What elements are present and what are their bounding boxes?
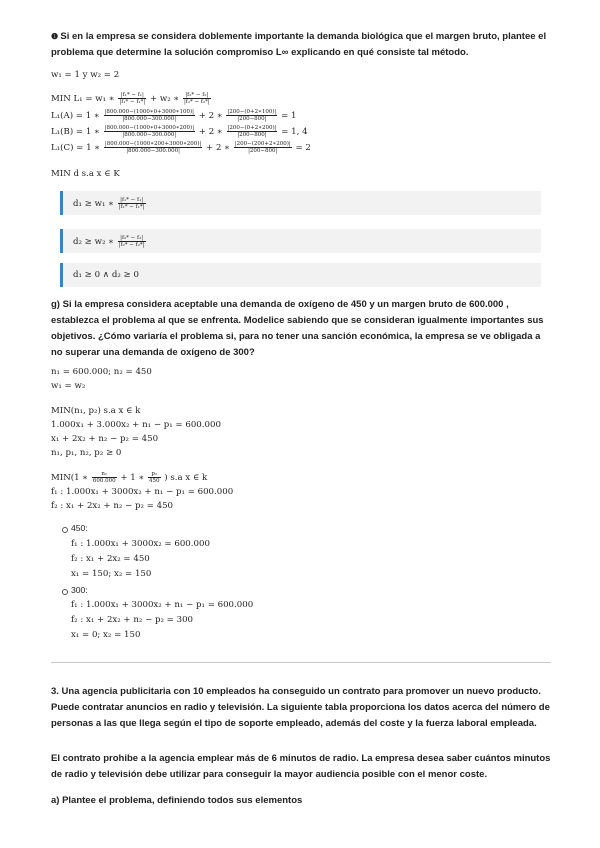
g-line-2: w₁ = w₂ [51, 381, 86, 391]
bullet-icon [62, 589, 68, 595]
l1-c-line: L₁(C) = 1 ∗ $\frac{|800.000-(1000∗200+3000∗200)|}{|800.000-300.000|}$ + 2 ∗ $\frac{|200-(200+2∗200)|}{|200-800|}$ = 2 [51, 141, 311, 154]
constraint-note-3 [60, 263, 541, 287]
l1-b-line: L₁(B) = 1 ∗ $\frac{|800.000-(1000∗0+3000∗200)|}{|800.000-300.000|}$ + 2 ∗ $\frac{|200-(0+2∗200)|}{|200-800|}$ = 1, 4 [51, 125, 308, 138]
g-line-6: n₁, p₁, n₂, p₂ ≥ 0 [51, 448, 122, 458]
min-l1-objective: MIN L₁ = w₁ ∗ $\frac{\text{|f₁* − f₁|}}{\text{|f₁* − f₁*|}}$ + w₂ ∗ $\frac{\text{|f₂* − f₂|}}{\text{|f₂* − f₂*|}}$ [51, 92, 210, 105]
g-line-4: 1.000x₁ + 3.000x₂ + n₁ − p₁ = 600.000 [51, 420, 221, 430]
constraint-2: d₂ ≥ w₂ ∗ $\frac{\text{|f₂* − f₂|}}{\text{|f₂* − f₂*|}}$ [73, 235, 145, 248]
constraint-note-1 [60, 191, 541, 215]
case-300-line-3: x₁ = 0; x₂ = 150 [71, 630, 141, 640]
g-line-9: f₂ : x₁ + 2x₂ + n₂ − p₂ = 450 [51, 501, 174, 511]
section-g-paragraph: g) Si la empresa considera aceptable una demanda de oxígeno de 450 y un margen bruto de 600.000 , establezca el problema al que se enfrenta. Modelice sabiendo que se consideran igualmente importantes sus objetivos. ¿Cómo variaría el problema si, para no tener una sanción económica, la empresa se ve obligada a no superar una demanda de oxígeno de 300? [51, 299, 544, 358]
g-line-1: n₁ = 600.000; n₂ = 450 [51, 367, 152, 377]
section-divider [51, 662, 551, 663]
weights-line: w₁ = 1 y w₂ = 2 [51, 70, 120, 80]
case-450-line-1: f₁ : 1.000x₁ + 3000x₂ = 600.000 [71, 539, 210, 549]
case-300-line-1: f₁ : 1.000x₁ + 3000x₂ + n₁ − p₁ = 600.000 [71, 600, 254, 610]
g-line-8: f₁ : 1.000x₁ + 3000x₂ + n₁ − p₁ = 600.000 [51, 487, 234, 497]
g-line-5: x₁ + 2x₂ + n₂ − p₂ = 450 [51, 434, 159, 444]
problem-3-part-a: a) Plantee el problema, definiendo todos sus elementos [51, 795, 303, 806]
g-line-7: MIN(1 ∗ $\frac{\text{n₁}}{600.000}$ + 1 ∗ $\frac{\text{p₂}}{450}$ ) s.a x ∈ k [51, 471, 208, 484]
constraint-1: d₁ ≥ w₁ ∗ $\frac{\text{|f₁* − f₁|}}{\text{|f₁* − f₁*|}}$ [73, 197, 145, 210]
case-450-line-2: f₂ : x₁ + 2x₂ = 450 [71, 554, 150, 564]
case-300-label: 300: [71, 585, 88, 595]
section-f-paragraph: ❶ Si en la empresa se considera doblemente importante la demanda biológica que el margen bruto, plantee el problema que determine la solución compromiso L∞ explicando en qué consiste tal método. [51, 31, 547, 58]
case-450-line-3: x₁ = 150; x₂ = 150 [71, 569, 152, 579]
case-450-label: 450: [71, 523, 88, 533]
l1-a-line: L₁(A) = 1 ∗ $\frac{|800.000-(1000∗0+3000∗100)|}{|800.000-300.000|}$ + 2 ∗ $\frac{|200-(0+2∗100)|}{|200-800|}$ = 1 [51, 109, 297, 122]
problem-3-constraint: El contrato prohibe a la agencia emplear más de 6 minutos de radio. La empresa desea saber cuántos minutos de radio y televisión debe utilizar para conseguir la mayor audiencia posible con el menor coste. [51, 753, 551, 780]
g-line-3: MIN(n₁, p₂) s.a x ∈ k [51, 406, 141, 416]
case-300-line-2: f₂ : x₁ + 2x₂ + n₂ − p₂ = 300 [71, 615, 194, 625]
bullet-icon [62, 527, 68, 533]
min-d-line: MIN d s.a x ∈ K [51, 169, 120, 179]
problem-3-intro: 3. Una agencia publicitaria con 10 empleados ha conseguido un contrato para promover un nuevo producto. Puede contratar anuncios en radio y televisión. La siguiente tabla proporciona los datos acerca del número de personas a las que llega según el tipo de soporte empleado, además del coste y la fuerza laboral empleada. [51, 686, 550, 729]
constraint-3: d₁ ≥ 0 ∧ d₂ ≥ 0 [73, 270, 139, 280]
constraint-note-2 [60, 229, 541, 253]
bullet-icon: ❶ [51, 32, 61, 41]
